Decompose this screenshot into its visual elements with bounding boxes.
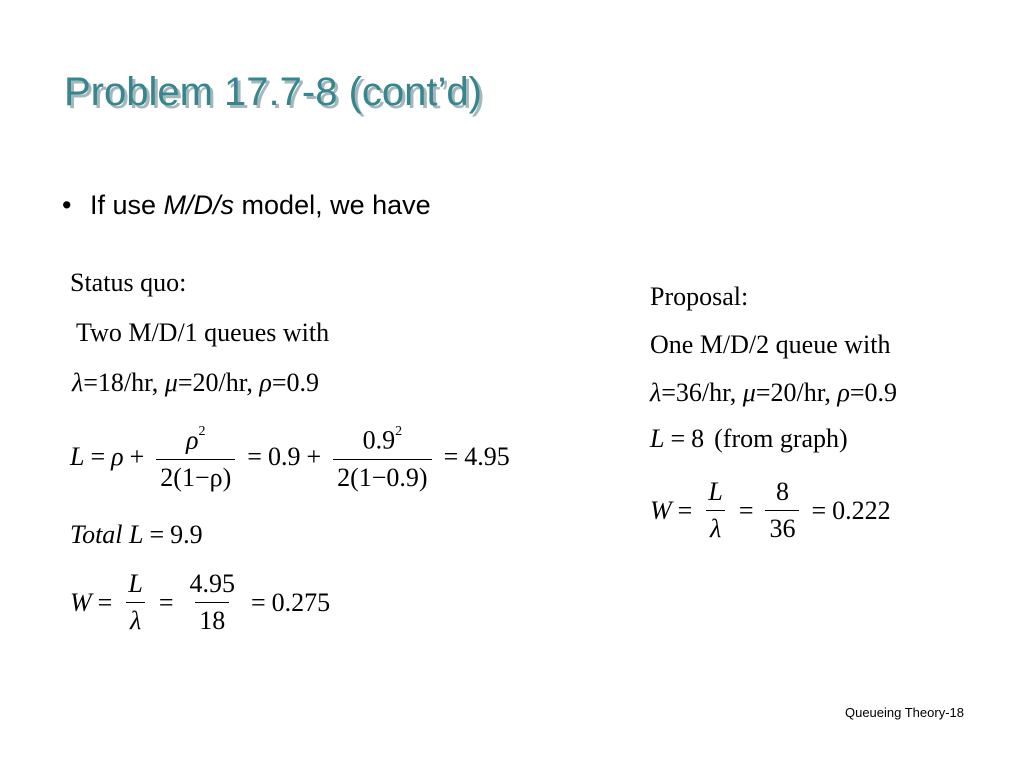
slide-title: Problem 17.7-8 (cont’d) xyxy=(64,70,482,114)
eq-value: 8 xyxy=(691,424,705,453)
status-quo-line1: Two M/D/1 queues with xyxy=(76,318,330,347)
eq-plus: + xyxy=(129,441,145,471)
equation-L-proposal xyxy=(650,424,848,454)
fraction-numeric xyxy=(765,476,799,545)
lambda-symbol: λ xyxy=(72,368,84,397)
proposal-heading: Proposal: xyxy=(650,282,749,311)
fraction-numerator: $\rho^2$ xyxy=(186,424,206,455)
equation-W-status-quo xyxy=(70,568,330,637)
fraction-denominator: λ xyxy=(706,510,725,545)
equation-W-proposal xyxy=(650,476,891,545)
total-label: Total L xyxy=(70,520,144,549)
eq-lhs: L xyxy=(70,441,85,471)
fraction-numeric xyxy=(333,420,431,494)
status-quo-params xyxy=(72,368,319,398)
fraction-rho xyxy=(156,420,235,494)
fraction-denominator: 36 xyxy=(765,510,799,545)
eq-sign: = xyxy=(149,520,165,549)
eq-sign: = xyxy=(738,495,754,525)
mu-symbol: μ xyxy=(164,368,178,397)
bullet-item xyxy=(62,190,431,221)
bullet-icon: • xyxy=(62,190,72,220)
fraction-denominator: 2(1−ρ) xyxy=(156,459,235,494)
mu-value: =20/hr, xyxy=(177,368,260,397)
eq-sign: = xyxy=(90,441,106,471)
eq-note: (from graph) xyxy=(714,424,848,453)
fraction-denominator: 18 xyxy=(195,602,229,637)
fraction-numerator: 8 xyxy=(775,477,789,506)
eq-sign: = xyxy=(677,495,693,525)
eq-rho: ρ xyxy=(111,441,124,471)
eq-sign: = xyxy=(670,424,686,453)
fraction-numerator: $0.9^2$ xyxy=(362,424,403,455)
fraction-L-lambda xyxy=(704,476,726,545)
fraction-numerator: L xyxy=(708,477,723,506)
proposal-params xyxy=(650,378,897,408)
fraction-denominator: 2(1−0.9) xyxy=(333,459,431,494)
eq-sign: = xyxy=(158,587,174,617)
rho-symbol: ρ xyxy=(259,368,272,397)
eq-lhs: L xyxy=(650,424,665,453)
fraction-denominator: λ xyxy=(126,602,145,637)
total-value: 9.9 xyxy=(170,520,203,549)
lambda-value: =36/hr, xyxy=(661,378,743,407)
rho-value: =0.9 xyxy=(271,368,320,397)
eq-sign: = xyxy=(811,495,827,525)
eq-result: 4.95 xyxy=(464,441,510,471)
total-L xyxy=(70,520,203,550)
bullet-text-pre: If use xyxy=(90,190,164,220)
eq-sign: = xyxy=(97,587,113,617)
eq-value: 0.9 xyxy=(267,441,301,471)
bullet-text-italic: M/D/s xyxy=(163,190,235,220)
mu-symbol: μ xyxy=(742,378,756,407)
fraction-numeric xyxy=(185,568,239,637)
equation-L-status-quo xyxy=(70,420,510,494)
eq-sign: = xyxy=(250,587,266,617)
lambda-value: =18/hr, xyxy=(83,368,165,397)
mu-value: =20/hr, xyxy=(755,378,838,407)
fraction-numerator: 4.95 xyxy=(189,569,235,598)
slide-footer: Queueing Theory-18 xyxy=(844,705,964,720)
fraction-numerator: L xyxy=(128,569,143,598)
proposal-line1: One M/D/2 queue with xyxy=(650,330,891,359)
status-quo-heading: Status quo: xyxy=(70,268,187,297)
eq-result: 0.222 xyxy=(832,495,891,525)
eq-result: 0.275 xyxy=(271,587,331,617)
eq-sign: = xyxy=(443,441,459,471)
lambda-symbol: λ xyxy=(650,378,662,407)
eq-sign: = xyxy=(247,441,262,471)
rho-symbol: ρ xyxy=(837,378,850,407)
fraction-L-lambda xyxy=(124,568,146,637)
eq-lhs: W xyxy=(650,495,672,525)
eq-plus: + xyxy=(306,441,322,471)
eq-lhs: W xyxy=(70,587,92,617)
rho-value: =0.9 xyxy=(849,378,898,407)
bullet-text-post: model, we have xyxy=(234,190,431,220)
